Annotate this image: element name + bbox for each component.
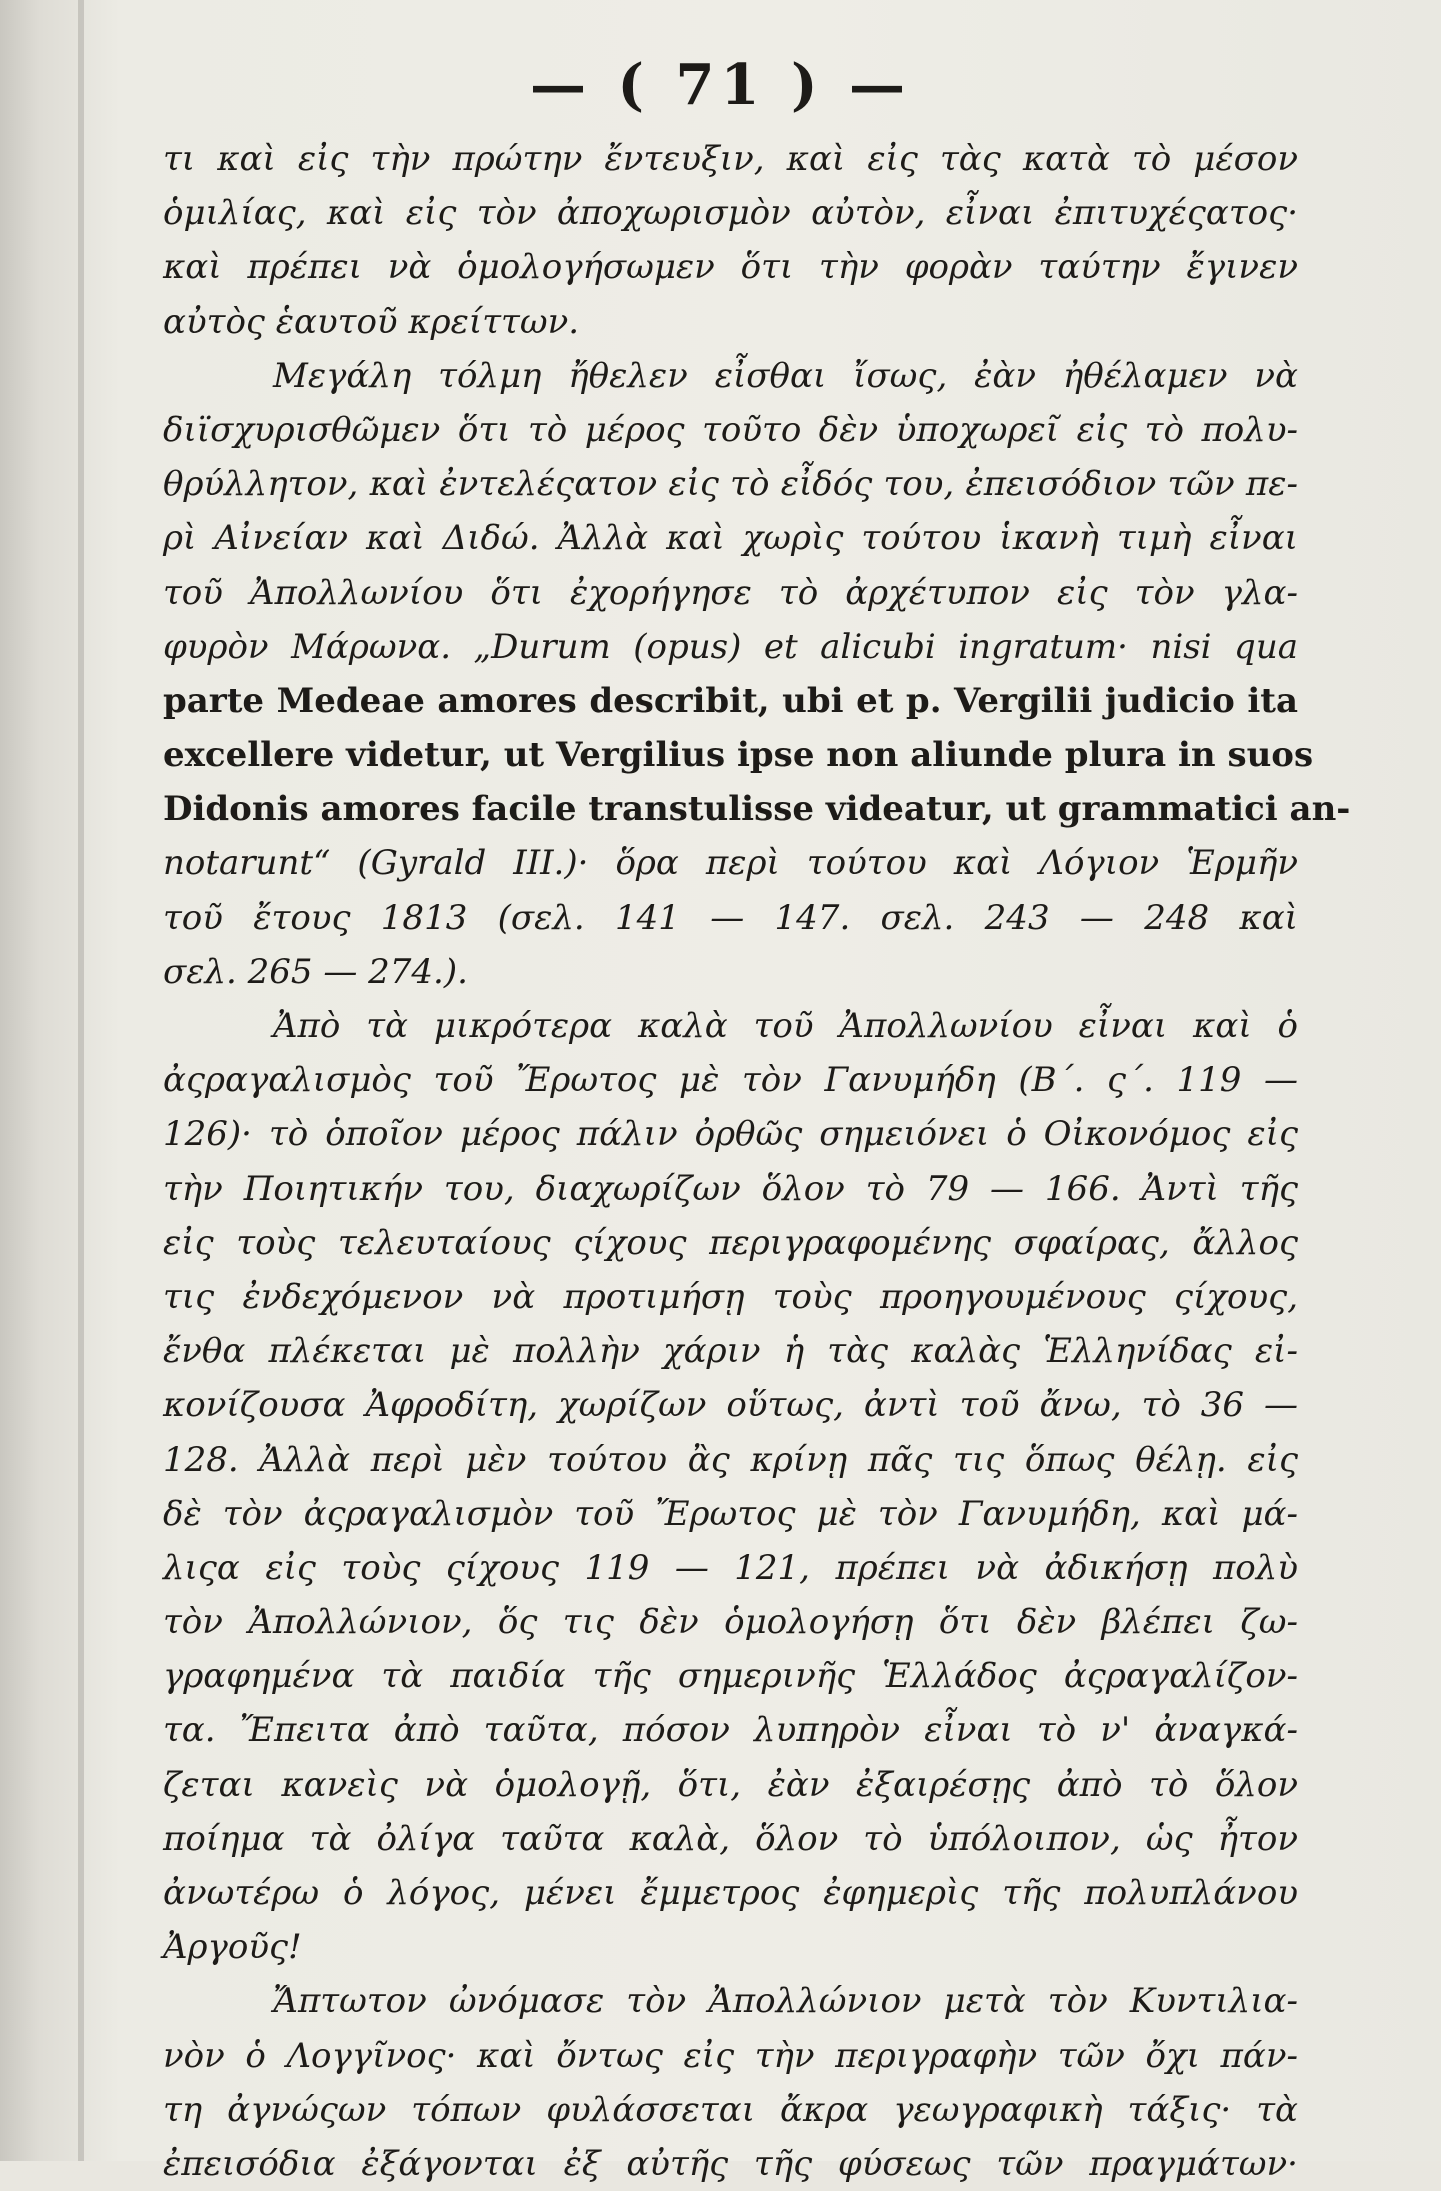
text-line: Ἀπὸ τὰ μικρότερα καλὰ τοῦ Ἀπολλωνίου εἶναι καὶ ὁ <box>273 1006 1298 1046</box>
text-line: τοῦ ἔτους 1813 (σελ. 141 — 147. σελ. 243 — 248 καὶ <box>163 897 1298 938</box>
text-line: τις ἐνδεχόμενον νὰ προτιμήσῃ τοὺς προηγουμένους ςίχους, <box>163 1276 1298 1317</box>
text-line: λιςα εἰς τοὺς ςίχους 119 — 121, πρέπει νὰ ἀδικήσῃ πολὺ <box>163 1547 1298 1588</box>
text-line: parte Medeae amores describit, ubi et p. Vergilii judicio ita <box>163 680 1298 721</box>
text-line: τη ἀγνώςων τόπων φυλάσσεται ἄκρα γεωγραφικὴ τάξις· τὰ <box>163 2089 1298 2130</box>
text-line: τὸν Ἀπολλώνιον, ὅς τις δὲν ὁμολογήσῃ ὅτι δὲν βλέπει ζω- <box>163 1602 1298 1643</box>
text-line: Μεγάλη τόλμη ἤθελεν εἶσθαι ἴσως, ἐὰν ἠθέλαμεν νὰ <box>273 355 1298 396</box>
text-line: νὸν ὁ Λογγῖνος· καὶ ὄντως εἰς τὴν περιγραφὴν τῶν ὄχι πάν- <box>163 2035 1298 2076</box>
text-line: notarunt“ (Gyrald III.)· ὅρα περὶ τούτου καὶ Λόγιον Ἑρμῆν <box>163 843 1298 884</box>
text-line: ἐπεισόδια ἐξάγονται ἐξ αὐτῆς τῆς φύσεως τῶν πραγμάτων· <box>163 2143 1298 2184</box>
text-line: τοῦ Ἀπολλωνίου ὅτι ἐχορήγησε τὸ ἀρχέτυπον εἰς τὸν γλα- <box>163 572 1298 613</box>
text-line: ζεται κανεὶς νὰ ὁμολογῇ, ὅτι, ἐὰν ἐξαιρέσῃς ἀπὸ τὸ ὅλον <box>163 1764 1298 1805</box>
text-line: καὶ πρέπει νὰ ὁμολογήσωμεν ὅτι τὴν φορὰν ταύτην ἔγινεν <box>163 247 1298 288</box>
text-line: ἀνωτέρω ὁ λόγος, μένει ἔμμετρος ἐφημερὶς τῆς πολυπλάνου <box>163 1873 1298 1913</box>
text-line: Ἀργοῦς! <box>163 1927 302 1968</box>
text-line: εἰς τοὺς τελευταίους ςίχους περιγραφομένης σφαίρας, ἄλλος <box>163 1222 1298 1263</box>
text-line: Didonis amores facile transtulisse videatur, ut grammatici an- <box>163 789 1351 830</box>
page-number: — ( 71 ) — <box>530 52 911 118</box>
text-line: 128. Ἀλλὰ περὶ μὲν τούτου ἂς κρίνῃ πᾶς τις ὅπως θέλῃ. εἰς <box>163 1439 1298 1480</box>
text-line: ἀςραγαλισμὸς τοῦ Ἔρωτος μὲ τὸν Γανυμήδη (Β΄. ς΄. 119 — <box>163 1060 1298 1101</box>
text-line: θρύλλητον, καὶ ἐντελέςατον εἰς τὸ εἶδός του, ἐπεισόδιον τῶν πε- <box>163 464 1298 505</box>
text-line: ἔνθα πλέκεται μὲ πολλὴν χάριν ἡ τὰς καλὰς Ἑλληνίδας εἰ- <box>163 1331 1298 1372</box>
text-line: δὲ τὸν ἀςραγαλισμὸν τοῦ Ἔρωτος μὲ τὸν Γανυμήδη, καὶ μά- <box>163 1493 1298 1534</box>
text-line: τα. Ἔπειτα ἀπὸ ταῦτα, πόσον λυπηρὸν εἶναι τὸ ν' ἀναγκά- <box>163 1710 1298 1751</box>
text-line: διϊσχυρισθῶμεν ὅτι τὸ μέρος τοῦτο δὲν ὑποχωρεῖ εἰς τὸ πολυ- <box>163 409 1298 450</box>
text-line: αὐτὸς ἑαυτοῦ κρείττων. <box>163 301 580 342</box>
text-line: κονίζουσα Ἀφροδίτη, χωρίζων οὕτως, ἀντὶ τοῦ ἄνω, τὸ 36 — <box>163 1385 1298 1426</box>
body-text <box>163 132 1351 2191</box>
text-line: γραφημένα τὰ παιδία τῆς σημερινῆς Ἑλλάδος ἀςραγαλίζον- <box>163 1656 1298 1697</box>
text-line: 126)· τὸ ὁποῖον μέρος πάλιν ὀρθῶς σημειόνει ὁ Οἰκονόμος εἰς <box>163 1114 1298 1155</box>
text-line: τι καὶ εἰς τὴν πρώτην ἔντευξιν, καὶ εἰς τὰς κατὰ τὸ μέσον <box>163 139 1298 179</box>
page-spine-shadow <box>78 0 84 2161</box>
text-line: φυρὸν Μάρωνα. „Durum (opus) et alicubi ingratum· nisi qua <box>163 626 1298 667</box>
text-line: σελ. 265 — 274.). <box>163 951 468 992</box>
text-line: ὁμιλίας, καὶ εἰς τὸν ἀποχωρισμὸν αὐτὸν, εἶναι ἐπιτυχέςατος· <box>163 193 1298 234</box>
text-line: Ἄπτωτον ὠνόμασε τὸν Ἀπολλώνιον μετὰ τὸν Κυντιλια- <box>273 1981 1298 2022</box>
text-line: τὴν Ποιητικήν του, διαχωρίζων ὅλον τὸ 79 — 166. Ἀντὶ τῆς <box>163 1168 1298 1209</box>
text-line: excellere videtur, ut Vergilius ipse non aliunde plura in suos <box>163 735 1314 776</box>
text-line: ρὶ Αἰνείαν καὶ Διδώ. Ἀλλὰ καὶ χωρὶς τούτου ἱκανὴ τιμὴ εἶναι <box>163 518 1298 559</box>
text-line: ποίημα τὰ ὀλίγα ταῦτα καλὰ, ὅλον τὸ ὑπόλοιπον, ὡς ἦτον <box>163 1818 1298 1859</box>
